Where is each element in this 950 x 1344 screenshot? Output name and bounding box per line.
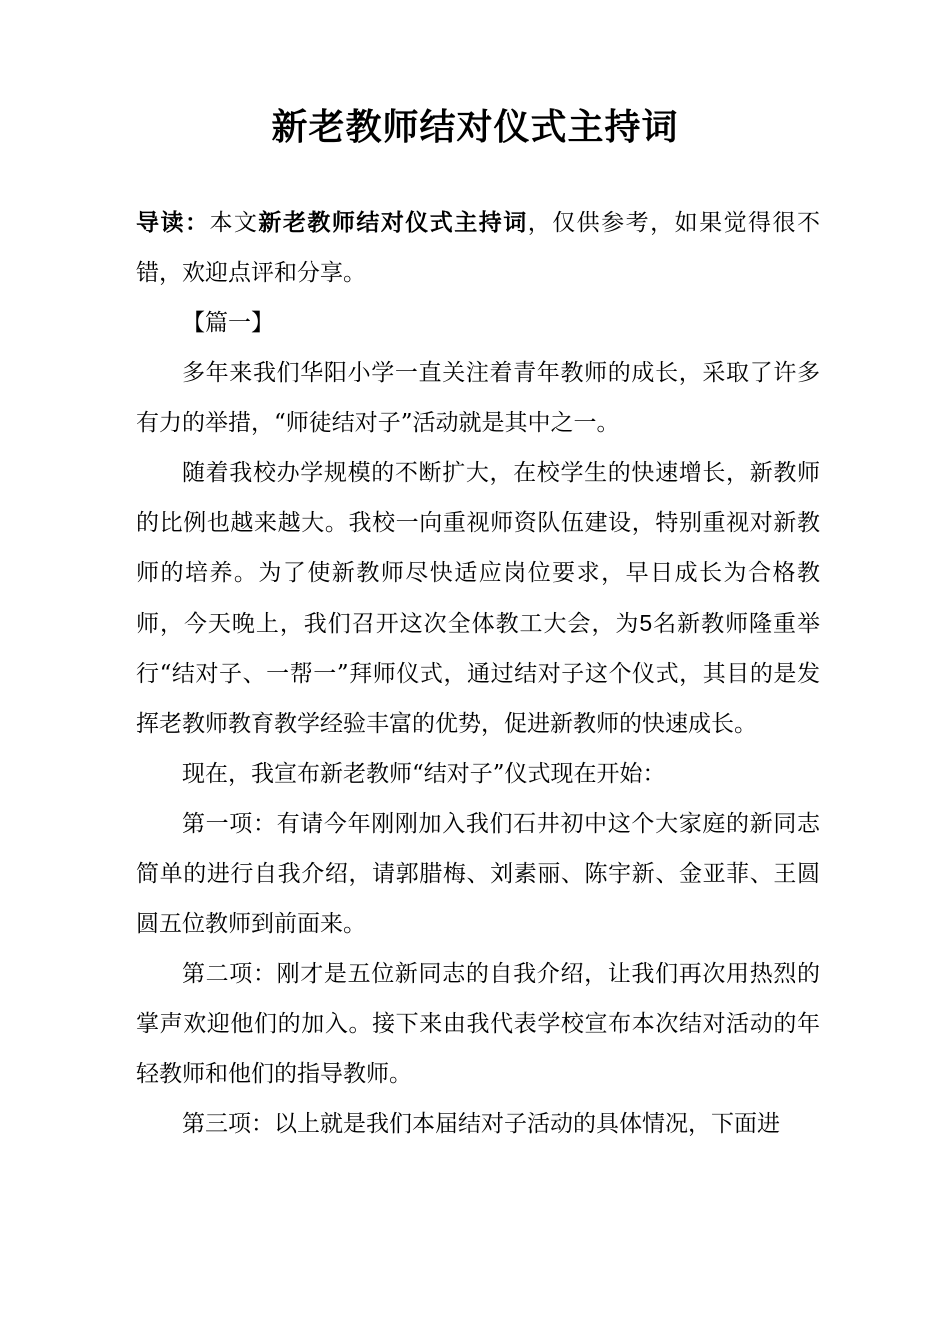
- document-body: [136, 198, 820, 1149]
- intro-text-after: ，仅供参考，如果觉得很不错，欢迎点评和分享。: [136, 210, 821, 286]
- paragraph-2-part-b: 名新教师隆重举行“结对子、一帮一”拜师仪式，通过结对子这个仪式，其目的是发挥老教师教育教学经验丰富的优势，促进新教师的快速成长。: [136, 611, 821, 737]
- paragraph-3: 现在，我宣布新老教师“结对子”仪式现在开始：: [182, 761, 666, 787]
- document-title: 新老教师结对仪式主持词: [271, 107, 679, 148]
- paragraph-2-number: 5: [639, 610, 653, 636]
- intro-text-before: 本文: [209, 210, 259, 236]
- intro-highlight: 新老教师结对仪式主持词: [258, 210, 528, 236]
- paragraph-4: 第一项：有请今年刚刚加入我们石井初中这个大家庭的新同志简单的进行自我介绍，请郭腊梅、刘素丽、陈宇新、金亚菲、王圆圆五位教师到前面来。: [136, 811, 820, 937]
- paragraph-6: 第三项：以上就是我们本届结对子活动的具体情况，下面进: [182, 1111, 780, 1137]
- paragraph-2: [136, 448, 820, 749]
- section-heading: 【篇一】: [182, 310, 274, 336]
- paragraph-5: 第二项：刚才是五位新同志的自我介绍，让我们再次用热烈的掌声欢迎他们的加入。接下来由我代表学校宣布本次结对活动的年轻教师和他们的指导教师。: [136, 961, 820, 1087]
- intro-label: 导读：: [136, 210, 210, 236]
- intro-paragraph: [136, 198, 820, 298]
- paragraph-1: 多年来我们华阳小学一直关注着青年教师的成长，采取了许多有力的举措，“师徒结对子”活动就是其中之一。: [136, 360, 820, 436]
- paragraph-2-part-a: 随着我校办学规模的不断扩大，在校学生的快速增长，新教师的比例也越来越大。我校一向重视师资队伍建设，特别重视对新教师的培养。为了使新教师尽快适应岗位要求，早日成长为合格教师，今天晚上，我们召开这次全体教工大会，为: [136, 460, 820, 637]
